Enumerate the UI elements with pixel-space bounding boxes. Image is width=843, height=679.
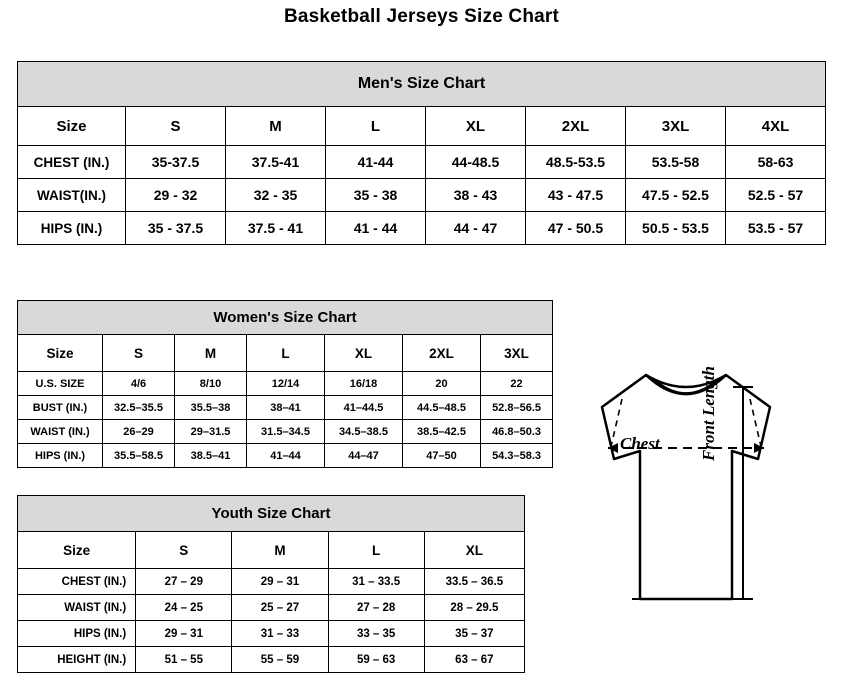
- mens-chart-title: Men's Size Chart: [18, 62, 826, 107]
- mens-row-2-label: HIPS (IN.): [18, 212, 126, 245]
- womens-col-header-6: 3XL: [481, 335, 553, 372]
- womens-cell-0-3: 12/14: [247, 372, 325, 396]
- table-row: [18, 146, 826, 179]
- womens-row-1-label: BUST (IN.): [18, 396, 103, 420]
- youth-col-header-1: S: [136, 532, 232, 569]
- table-row: [18, 372, 553, 396]
- womens-row-3-label: HIPS (IN.): [18, 444, 103, 468]
- youth-cell-1-3: 27 – 28: [328, 595, 424, 621]
- mens-cell-2-4: 44 - 47: [426, 212, 526, 245]
- womens-cell-2-5: 38.5–42.5: [403, 420, 481, 444]
- mens-cell-2-6: 50.5 - 53.5: [626, 212, 726, 245]
- mens-row-1-label: WAIST(IN.): [18, 179, 126, 212]
- mens-cell-0-3: 41-44: [326, 146, 426, 179]
- youth-cell-3-3: 59 – 63: [328, 647, 424, 673]
- youth-col-header-2: M: [232, 532, 328, 569]
- mens-cell-1-4: 38 - 43: [426, 179, 526, 212]
- youth-cell-2-4: 35 – 37: [424, 621, 524, 647]
- youth-cell-0-3: 31 – 33.5: [328, 569, 424, 595]
- womens-cell-3-1: 35.5–58.5: [103, 444, 175, 468]
- womens-cell-0-4: 16/18: [325, 372, 403, 396]
- youth-cell-2-3: 33 – 35: [328, 621, 424, 647]
- mens-col-header-0: Size: [18, 107, 126, 146]
- youth-chart-title-row: [18, 496, 525, 532]
- mens-col-header-3: L: [326, 107, 426, 146]
- mens-col-header-5: 2XL: [526, 107, 626, 146]
- mens-size-chart-table: [17, 61, 826, 245]
- womens-row-0-label: U.S. SIZE: [18, 372, 103, 396]
- mens-cell-0-7: 58-63: [726, 146, 826, 179]
- mens-col-header-6: 3XL: [626, 107, 726, 146]
- womens-cell-1-4: 41–44.5: [325, 396, 403, 420]
- youth-row-3-label: HEIGHT (IN.): [18, 647, 136, 673]
- youth-size-chart-table: [17, 495, 525, 673]
- mens-header-row: [18, 107, 826, 146]
- womens-cell-2-6: 46.8–50.3: [481, 420, 553, 444]
- womens-cell-0-5: 20: [403, 372, 481, 396]
- youth-chart-title: Youth Size Chart: [18, 496, 525, 532]
- mens-chart-title-row: [18, 62, 826, 107]
- womens-cell-3-6: 54.3–58.3: [481, 444, 553, 468]
- table-row: [18, 647, 525, 673]
- table-row: [18, 179, 826, 212]
- youth-col-header-3: L: [328, 532, 424, 569]
- mens-col-header-7: 4XL: [726, 107, 826, 146]
- mens-cell-0-4: 44-48.5: [426, 146, 526, 179]
- mens-cell-2-2: 37.5 - 41: [226, 212, 326, 245]
- youth-cell-3-4: 63 – 67: [424, 647, 524, 673]
- mens-cell-0-6: 53.5-58: [626, 146, 726, 179]
- womens-cell-2-1: 26–29: [103, 420, 175, 444]
- youth-col-header-0: Size: [18, 532, 136, 569]
- mens-cell-1-6: 47.5 - 52.5: [626, 179, 726, 212]
- womens-cell-0-2: 8/10: [175, 372, 247, 396]
- table-row: [18, 420, 553, 444]
- table-row: [18, 595, 525, 621]
- youth-row-1-label: WAIST (IN.): [18, 595, 136, 621]
- womens-cell-2-3: 31.5–34.5: [247, 420, 325, 444]
- mens-cell-0-5: 48.5-53.5: [526, 146, 626, 179]
- youth-cell-1-2: 25 – 27: [232, 595, 328, 621]
- womens-cell-1-3: 38–41: [247, 396, 325, 420]
- womens-col-header-4: XL: [325, 335, 403, 372]
- womens-header-row: [18, 335, 553, 372]
- mens-row-0-label: CHEST (IN.): [18, 146, 126, 179]
- youth-cell-0-1: 27 – 29: [136, 569, 232, 595]
- mens-cell-1-7: 52.5 - 57: [726, 179, 826, 212]
- mens-cell-2-5: 47 - 50.5: [526, 212, 626, 245]
- womens-cell-1-6: 52.8–56.5: [481, 396, 553, 420]
- womens-cell-3-5: 47–50: [403, 444, 481, 468]
- jersey-shape: [602, 375, 770, 599]
- mens-cell-2-1: 35 - 37.5: [126, 212, 226, 245]
- youth-cell-0-4: 33.5 – 36.5: [424, 569, 524, 595]
- womens-col-header-3: L: [247, 335, 325, 372]
- youth-cell-2-2: 31 – 33: [232, 621, 328, 647]
- table-row: [18, 444, 553, 468]
- womens-cell-3-4: 44–47: [325, 444, 403, 468]
- womens-cell-1-5: 44.5–48.5: [403, 396, 481, 420]
- womens-chart-title: Women's Size Chart: [18, 301, 553, 335]
- page-title: Basketball Jerseys Size Chart: [283, 6, 560, 27]
- womens-cell-2-4: 34.5–38.5: [325, 420, 403, 444]
- youth-cell-1-4: 28 – 29.5: [424, 595, 524, 621]
- youth-cell-3-1: 51 – 55: [136, 647, 232, 673]
- youth-cell-2-1: 29 – 31: [136, 621, 232, 647]
- womens-col-header-2: M: [175, 335, 247, 372]
- jersey-measurement-diagram: [536, 355, 836, 665]
- table-row: [18, 621, 525, 647]
- youth-cell-0-2: 29 – 31: [232, 569, 328, 595]
- womens-col-header-1: S: [103, 335, 175, 372]
- womens-row-2-label: WAIST (IN.): [18, 420, 103, 444]
- womens-cell-0-6: 22: [481, 372, 553, 396]
- womens-cell-2-2: 29–31.5: [175, 420, 247, 444]
- womens-cell-3-3: 41–44: [247, 444, 325, 468]
- table-row: [18, 569, 525, 595]
- mens-cell-0-1: 35-37.5: [126, 146, 226, 179]
- front-length-dimension-label: Front Length: [699, 366, 718, 461]
- mens-col-header-1: S: [126, 107, 226, 146]
- youth-cell-1-1: 24 – 25: [136, 595, 232, 621]
- youth-col-header-4: XL: [424, 532, 524, 569]
- womens-size-chart-table: [17, 300, 553, 468]
- youth-cell-3-2: 55 – 59: [232, 647, 328, 673]
- mens-cell-1-5: 43 - 47.5: [526, 179, 626, 212]
- mens-cell-1-2: 32 - 35: [226, 179, 326, 212]
- mens-col-header-4: XL: [426, 107, 526, 146]
- jersey-outline-svg: [536, 355, 836, 665]
- mens-cell-1-3: 35 - 38: [326, 179, 426, 212]
- table-row: [18, 212, 826, 245]
- womens-cell-1-2: 35.5–38: [175, 396, 247, 420]
- mens-cell-0-2: 37.5-41: [226, 146, 326, 179]
- mens-col-header-2: M: [226, 107, 326, 146]
- mens-cell-1-1: 29 - 32: [126, 179, 226, 212]
- womens-col-header-0: Size: [18, 335, 103, 372]
- womens-cell-0-1: 4/6: [103, 372, 175, 396]
- womens-cell-3-2: 38.5–41: [175, 444, 247, 468]
- mens-cell-2-3: 41 - 44: [326, 212, 426, 245]
- youth-row-2-label: HIPS (IN.): [18, 621, 136, 647]
- table-row: [18, 396, 553, 420]
- youth-row-0-label: CHEST (IN.): [18, 569, 136, 595]
- womens-cell-1-1: 32.5–35.5: [103, 396, 175, 420]
- womens-chart-title-row: [18, 301, 553, 335]
- chest-dimension-label: Chest: [620, 434, 660, 453]
- youth-header-row: [18, 532, 525, 569]
- mens-cell-2-7: 53.5 - 57: [726, 212, 826, 245]
- womens-col-header-5: 2XL: [403, 335, 481, 372]
